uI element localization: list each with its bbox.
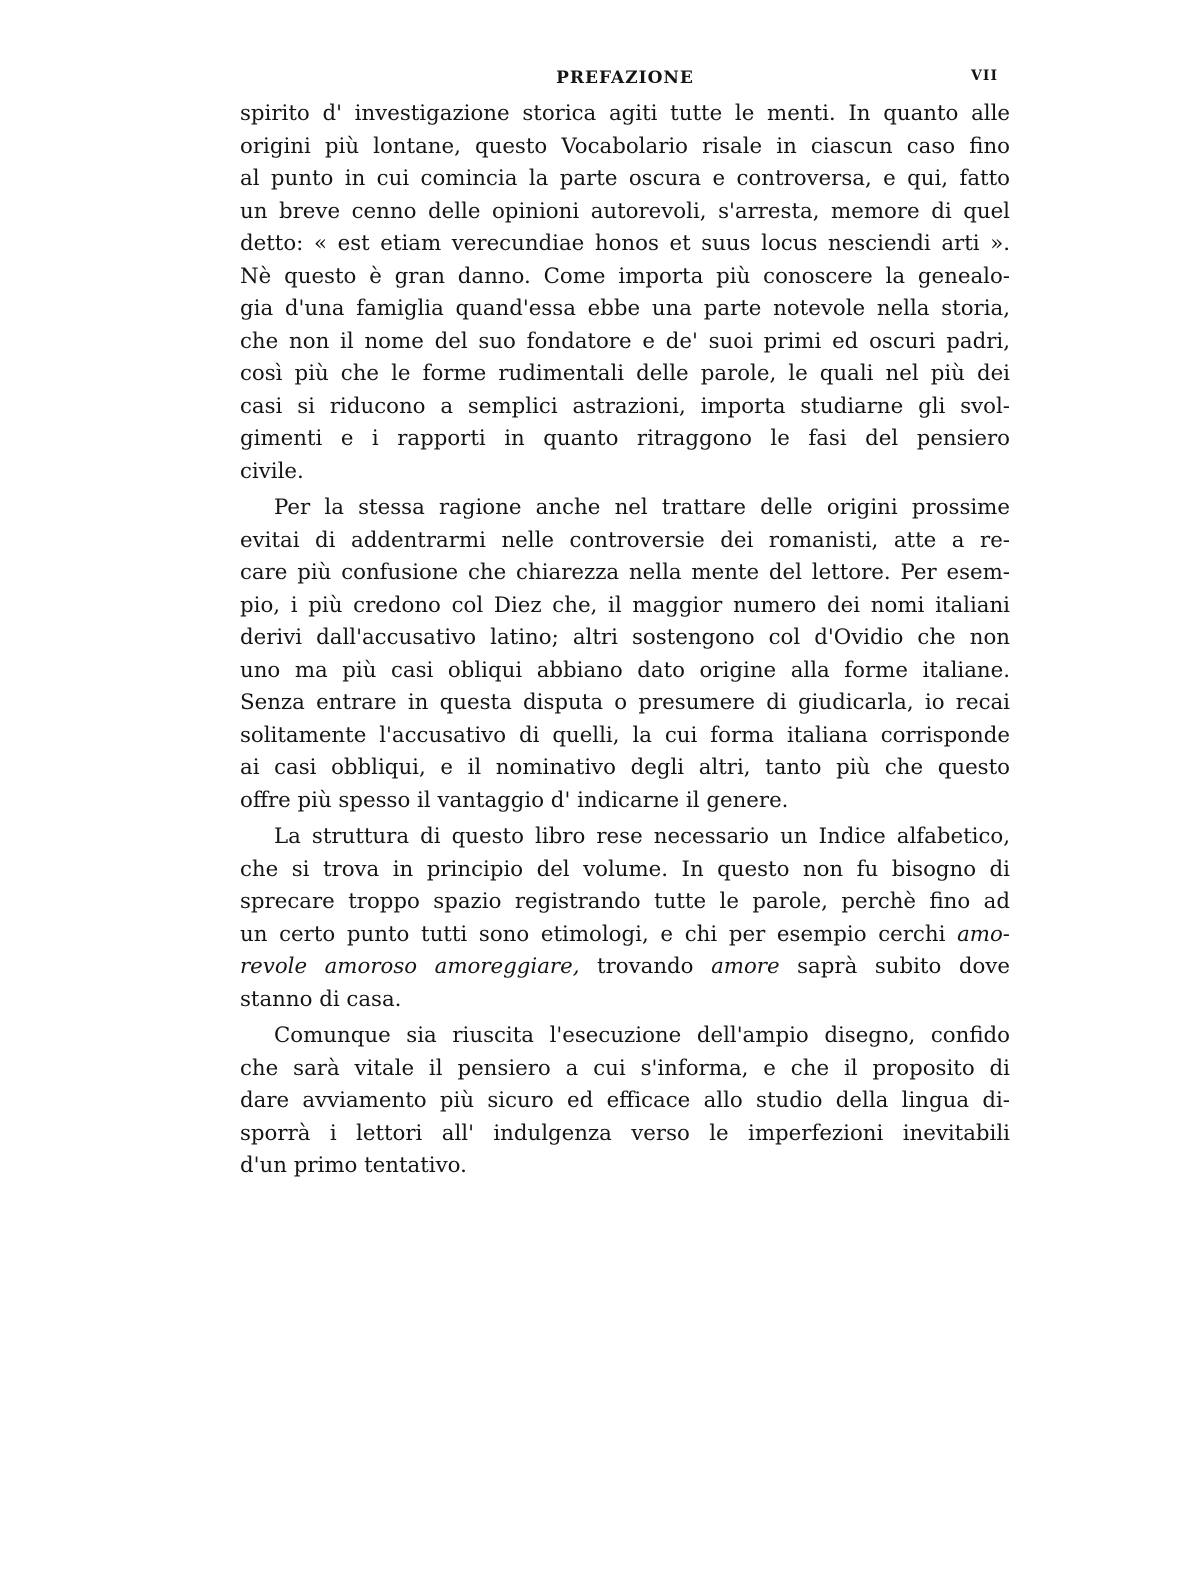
paragraph-1 [240,98,1010,488]
text-line: dare avviamento più sicuro ed efficace allo studio della lingua di- [240,1088,1010,1113]
text-line: che sarà vitale il pensiero a cui s'informa, e che il proposito di [240,1055,1010,1081]
text-line: uno ma più casi obliqui abbiano dato origine alla forme italiane. [240,657,1010,683]
running-head-title: PREFAZIONE [556,68,694,88]
text-line: Senza entrare in questa disputa o presumere di giudicarla, io recai [240,690,1010,715]
text-line: stanno di casa. [240,986,402,1012]
italic-word: amo- [957,921,1010,947]
italic-word: amore [711,954,780,979]
text-line: gia d'una famiglia quand'essa ebbe una parte notevole nella storia, [240,296,1010,321]
text-line: Nè questo è gran danno. Come importa più conoscere la genealo- [240,263,1010,289]
text-line: sprecare troppo spazio registrando tutte le parole, perchè fino ad [240,889,1010,914]
book-page [240,68,1010,1183]
text-run: trovando [597,954,694,979]
text-line: gimenti e i rapporti in quanto ritraggono le fasi del pensiero [240,426,1010,451]
text-line: La struttura di questo libro rese necessario un Indice alfabetico, [274,824,1010,849]
paragraph-3 [240,821,1010,1016]
text-line: che si trova in principio del volume. In questo non fu bisogno di [240,856,1010,882]
text-line: detto: « est etiam verecundiae honos et suus locus nesciendi arti ». [240,231,1010,256]
text-line: al punto in cui comincia la parte oscura e controversa, e qui, fatto [240,166,1010,191]
body-text [240,98,1010,1183]
text-line: che non il nome del suo fondatore e de' suoi primi ed oscuri padri, [240,328,1010,354]
text-line: evitai di addentrarmi nelle controversie dei romanisti, atte a re- [240,527,1010,553]
text-line: d'un primo tentativo. [240,1153,467,1178]
text-line: casi si riducono a semplici astrazioni, importa studiarne gli svol- [240,393,1010,419]
text-line: ai casi obbliqui, e il nominativo degli altri, tanto più che questo [240,755,1010,780]
text-line: pio, i più credono col Diez che, il maggior numero dei nomi italiani [240,592,1010,618]
text-line: spirito d' investigazione storica agiti tutte le menti. In quanto alle [240,101,1010,126]
text-line: un breve cenno delle opinioni autorevoli, s'arresta, memore di quel [240,198,1010,224]
text-line: solitamente l'accusativo di quelli, la cui forma italiana corrisponde [240,722,1010,748]
paragraph-2 [240,492,1010,817]
text-line: sporrà i lettori all' indulgenza verso le imperfezioni inevitabili [240,1120,1010,1146]
text-line: origini più lontane, questo Vocabolario risale in ciascun caso fino [240,133,1010,159]
text-line: Per la stessa ragione anche nel trattare delle origini prossime [274,495,1010,520]
text-line: civile. [240,458,304,484]
italic-phrase: revole amoroso amoreggiare, [240,954,580,979]
text-line: così più che le forme rudimentali delle parole, le quali nel più dei [240,361,1010,386]
text-line [240,919,1010,952]
text-run: saprà subito dove [797,954,1010,979]
text-line: offre più spesso il vantaggio d' indicarne il genere. [240,787,789,813]
paragraph-4 [240,1020,1010,1183]
text-line: derivi dall'accusativo latino; altri sostengono col d'Ovidio che non [240,625,1010,650]
page-number: VII [971,68,998,84]
text-line: Comunque sia riuscita l'esecuzione dell'ampio disegno, confido [274,1023,1010,1048]
text-line [240,951,1010,984]
text-line: care più confusione che chiarezza nella mente del lettore. Per esem- [240,560,1010,585]
text-run: un certo punto tutti sono etimologi, e chi per esempio cerchi [240,921,946,947]
running-head [240,68,1010,92]
